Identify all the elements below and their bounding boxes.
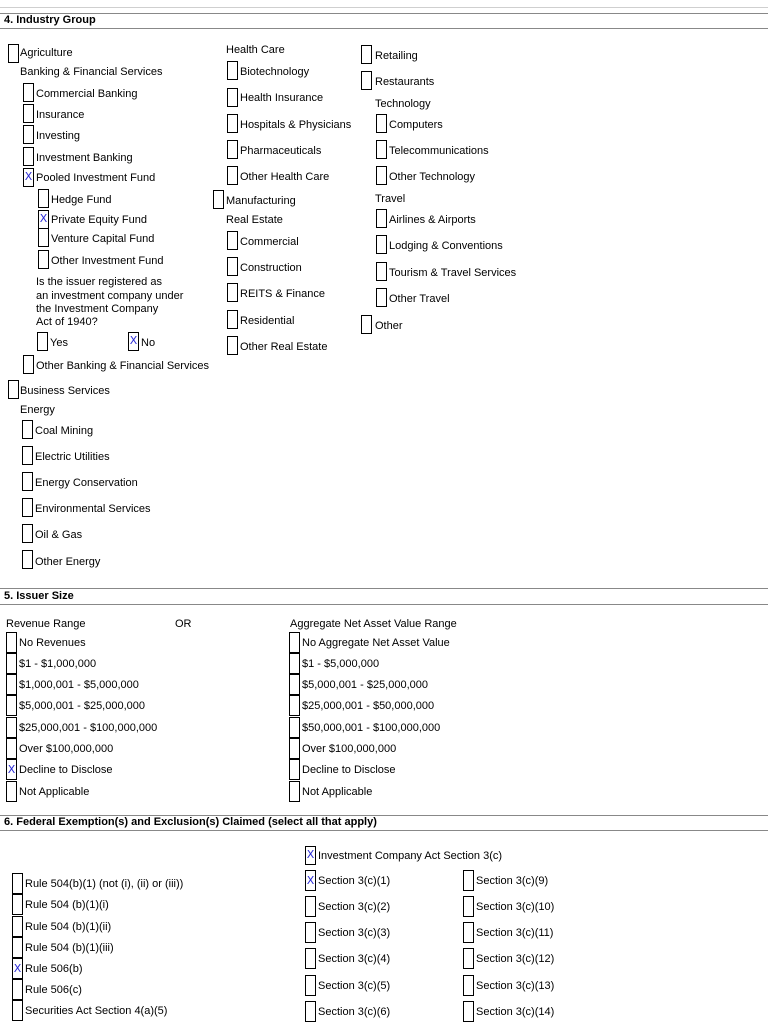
question-1940-line3: the Investment Company	[36, 303, 159, 315]
section-6-bottom-rule	[0, 830, 768, 831]
revenue-1-1-000-000-checkbox[interactable]	[6, 653, 17, 674]
insurance-checkbox[interactable]	[23, 104, 34, 123]
re-commercial-label: Commercial	[240, 236, 299, 248]
energy-heading: Energy	[20, 404, 55, 416]
section-4-title: 4. Industry Group	[4, 14, 96, 26]
other-energy-checkbox[interactable]	[22, 550, 33, 569]
col1-section-3-c-1-checkbox[interactable]	[305, 870, 316, 891]
col1-section-3-c-4-label: Section 3(c)(4)	[318, 953, 391, 965]
rule-rule-504-b-1-i-checkbox[interactable]	[12, 894, 23, 915]
biotechnology-checkbox[interactable]	[227, 61, 238, 80]
health-insurance-label: Health Insurance	[240, 92, 324, 104]
top-divider	[0, 7, 768, 8]
health-care-heading: Health Care	[226, 44, 285, 56]
retailing-checkbox[interactable]	[361, 45, 372, 64]
pharmaceuticals-label: Pharmaceuticals	[240, 145, 322, 157]
other-industry-label: Other	[375, 320, 403, 332]
nav-not-applicable-label: Not Applicable	[302, 786, 373, 798]
private-equity-fund-label: Private Equity Fund	[51, 214, 147, 226]
ica-3c-checkbox[interactable]	[305, 846, 316, 865]
other-real-estate-label: Other Real Estate	[240, 341, 328, 353]
re-construction-label: Construction	[240, 262, 302, 274]
revenue-over-100-000-000-label: Over $100,000,000	[19, 743, 114, 755]
col2-section-3-c-10-label: Section 3(c)(10)	[476, 901, 555, 913]
nav-1-5-000-000-label: $1 - $5,000,000	[302, 658, 380, 670]
venture-capital-fund-checkbox[interactable]	[38, 228, 49, 247]
other-industry-checkbox[interactable]	[361, 315, 372, 334]
col1-section-3-c-5-label: Section 3(c)(5)	[318, 980, 391, 992]
nav-range-heading: Aggregate Net Asset Value Range	[290, 618, 457, 630]
airlines-airports-checkbox[interactable]	[376, 209, 387, 228]
ica-3c-label: Investment Company Act Section 3(c)	[318, 850, 503, 862]
business-services-checkbox[interactable]	[8, 380, 19, 399]
venture-capital-fund-label: Venture Capital Fund	[51, 233, 155, 245]
revenue-1-000-001-5-000-000-label: $1,000,001 - $5,000,000	[19, 679, 139, 691]
rule-rule-506-c-label: Rule 506(c)	[25, 984, 82, 996]
commercial-banking-label: Commercial Banking	[36, 88, 138, 100]
revenue-1-1-000-000-label: $1 - $1,000,000	[19, 658, 97, 670]
nav-1-5-000-000-checkbox[interactable]	[289, 653, 300, 674]
computers-label: Computers	[389, 119, 443, 131]
residential-label: Residential	[240, 315, 295, 327]
revenue-1-000-001-5-000-000-checkbox[interactable]	[6, 674, 17, 695]
pooled-investment-fund-label: Pooled Investment Fund	[36, 172, 156, 184]
nav-over-100-000-000-label: Over $100,000,000	[302, 743, 397, 755]
telecommunications-label: Telecommunications	[389, 145, 489, 157]
travel-heading: Travel	[375, 193, 406, 205]
revenue-decline-to-disclose-checkbox[interactable]	[6, 759, 17, 780]
lodging-conventions-label: Lodging & Conventions	[389, 240, 503, 252]
nav-not-applicable-checkbox[interactable]	[289, 781, 300, 802]
revenue-not-applicable-checkbox[interactable]	[6, 781, 17, 802]
other-banking-label: Other Banking & Financial Services	[36, 360, 210, 372]
check-mark-icon: X	[39, 212, 48, 225]
other-investment-fund-label: Other Investment Fund	[51, 255, 164, 267]
insurance-label: Insurance	[36, 109, 85, 121]
col1-section-3-c-5-checkbox[interactable]	[305, 975, 316, 996]
biotechnology-label: Biotechnology	[240, 66, 310, 78]
col1-section-3-c-6-checkbox[interactable]	[305, 1001, 316, 1022]
question-1940-line1: Is the issuer registered as	[36, 276, 162, 288]
revenue-25-000-001-100-000-000-label: $25,000,001 - $100,000,000	[19, 722, 158, 734]
restaurants-checkbox[interactable]	[361, 71, 372, 90]
hospitals-physicians-checkbox[interactable]	[227, 114, 238, 133]
section-4-bottom-rule	[0, 28, 768, 29]
pharmaceuticals-checkbox[interactable]	[227, 140, 238, 159]
other-real-estate-checkbox[interactable]	[227, 336, 238, 355]
nav-5-000-001-25-000-000-label: $5,000,001 - $25,000,000	[302, 679, 429, 691]
nav-25-000-001-50-000-000-checkbox[interactable]	[289, 695, 300, 716]
col1-section-3-c-3-checkbox[interactable]	[305, 922, 316, 943]
rule-rule-504-b-1-ii-label: Rule 504 (b)(1)(ii)	[25, 921, 112, 933]
col1-section-3-c-3-label: Section 3(c)(3)	[318, 927, 391, 939]
rule-securities-act-section-4-a-5-label: Securities Act Section 4(a)(5)	[25, 1005, 168, 1017]
residential-checkbox[interactable]	[227, 310, 238, 329]
rule-rule-504-b-1-iii-label: Rule 504 (b)(1)(iii)	[25, 942, 114, 954]
col2-section-3-c-14-checkbox[interactable]	[463, 1001, 474, 1022]
health-insurance-checkbox[interactable]	[227, 88, 238, 107]
rule-rule-506-b-checkbox[interactable]	[12, 958, 23, 979]
nav-50-000-001-100-000-000-label: $50,000,001 - $100,000,000	[302, 722, 441, 734]
restaurants-label: Restaurants	[375, 76, 435, 88]
tourism-travel-label: Tourism & Travel Services	[389, 267, 517, 279]
reits-finance-label: REITS & Finance	[240, 288, 325, 300]
yes-1940-label: Yes	[50, 337, 68, 349]
energy-conservation-label: Energy Conservation	[35, 477, 138, 489]
rule-rule-504-b-1-iii-checkbox[interactable]	[12, 937, 23, 958]
no-1940-label: No	[141, 337, 156, 349]
rule-rule-504-b-1-i-label: Rule 504 (b)(1)(i)	[25, 899, 109, 911]
or-text: OR	[175, 618, 192, 630]
other-travel-checkbox[interactable]	[376, 288, 387, 307]
commercial-banking-checkbox[interactable]	[23, 83, 34, 102]
rule-rule-506-b-label: Rule 506(b)	[25, 963, 83, 975]
lodging-conventions-checkbox[interactable]	[376, 235, 387, 254]
check-mark-icon: X	[13, 962, 22, 975]
manufacturing-label: Manufacturing	[226, 195, 296, 207]
check-mark-icon: X	[306, 874, 315, 887]
no-1940-checkbox[interactable]	[128, 332, 139, 351]
revenue-range-heading: Revenue Range	[6, 618, 86, 630]
other-banking-checkbox[interactable]	[23, 355, 34, 374]
electric-utilities-label: Electric Utilities	[35, 451, 110, 463]
environmental-services-label: Environmental Services	[35, 503, 151, 515]
other-travel-label: Other Travel	[389, 293, 450, 305]
revenue-no-revenues-checkbox[interactable]	[6, 632, 17, 653]
yes-1940-checkbox[interactable]	[37, 332, 48, 351]
revenue-5-000-001-25-000-000-checkbox[interactable]	[6, 695, 17, 716]
computers-checkbox[interactable]	[376, 114, 387, 133]
revenue-decline-to-disclose-label: Decline to Disclose	[19, 764, 113, 776]
nav-5-000-001-25-000-000-checkbox[interactable]	[289, 674, 300, 695]
coal-mining-label: Coal Mining	[35, 425, 94, 437]
section-5-bottom-rule	[0, 604, 768, 605]
section-5-top-rule	[0, 588, 768, 589]
other-health-care-checkbox[interactable]	[227, 166, 238, 185]
nav-50-000-001-100-000-000-checkbox[interactable]	[289, 717, 300, 738]
oil-gas-checkbox[interactable]	[22, 524, 33, 543]
col1-section-3-c-2-checkbox[interactable]	[305, 896, 316, 917]
pooled-investment-fund-checkbox[interactable]	[23, 168, 34, 187]
revenue-not-applicable-label: Not Applicable	[19, 786, 90, 798]
re-commercial-checkbox[interactable]	[227, 231, 238, 250]
rule-rule-504-b-1-not-i-ii-or-iii-checkbox[interactable]	[12, 873, 23, 894]
manufacturing-checkbox[interactable]	[213, 190, 224, 209]
check-mark-icon: X	[129, 334, 138, 347]
other-technology-checkbox[interactable]	[376, 166, 387, 185]
col2-section-3-c-9-checkbox[interactable]	[463, 870, 474, 891]
col2-section-3-c-12-label: Section 3(c)(12)	[476, 953, 555, 965]
revenue-over-100-000-000-checkbox[interactable]	[6, 738, 17, 759]
hedge-fund-label: Hedge Fund	[51, 194, 112, 206]
section-4-top-rule	[0, 13, 768, 14]
rule-rule-504-b-1-not-i-ii-or-iii-label: Rule 504(b)(1) (not (i), (ii) or (iii))	[25, 878, 184, 890]
environmental-services-checkbox[interactable]	[22, 498, 33, 517]
technology-heading: Technology	[375, 98, 431, 110]
nav-no-aggregate-net-asset-value-label: No Aggregate Net Asset Value	[302, 637, 450, 649]
airlines-airports-label: Airlines & Airports	[389, 214, 476, 226]
section-6-title: 6. Federal Exemption(s) and Exclusion(s) Claimed (select all that apply)	[4, 816, 377, 828]
agriculture-checkbox[interactable]	[8, 44, 19, 63]
col2-section-3-c-13-label: Section 3(c)(13)	[476, 980, 555, 992]
col1-section-3-c-1-label: Section 3(c)(1)	[318, 875, 391, 887]
retailing-label: Retailing	[375, 50, 418, 62]
tourism-travel-checkbox[interactable]	[376, 262, 387, 281]
nav-decline-to-disclose-label: Decline to Disclose	[302, 764, 396, 776]
telecommunications-checkbox[interactable]	[376, 140, 387, 159]
col1-section-3-c-6-label: Section 3(c)(6)	[318, 1006, 391, 1018]
private-equity-fund-checkbox[interactable]	[38, 210, 49, 229]
col2-section-3-c-13-checkbox[interactable]	[463, 975, 474, 996]
other-investment-fund-checkbox[interactable]	[38, 250, 49, 269]
other-technology-label: Other Technology	[389, 171, 476, 183]
nav-no-aggregate-net-asset-value-checkbox[interactable]	[289, 632, 300, 653]
investing-checkbox[interactable]	[23, 125, 34, 144]
oil-gas-label: Oil & Gas	[35, 529, 83, 541]
business-services-label: Business Services	[20, 385, 110, 397]
rule-rule-506-c-checkbox[interactable]	[12, 979, 23, 1000]
col2-section-3-c-12-checkbox[interactable]	[463, 948, 474, 969]
other-health-care-label: Other Health Care	[240, 171, 330, 183]
col1-section-3-c-4-checkbox[interactable]	[305, 948, 316, 969]
col2-section-3-c-10-checkbox[interactable]	[463, 896, 474, 917]
check-mark-icon: X	[306, 848, 315, 861]
revenue-5-000-001-25-000-000-label: $5,000,001 - $25,000,000	[19, 700, 146, 712]
re-construction-checkbox[interactable]	[227, 257, 238, 276]
col1-section-3-c-2-label: Section 3(c)(2)	[318, 901, 391, 913]
revenue-25-000-001-100-000-000-checkbox[interactable]	[6, 717, 17, 738]
rule-securities-act-section-4-a-5-checkbox[interactable]	[12, 1000, 23, 1021]
banking-heading: Banking & Financial Services	[20, 66, 163, 78]
check-mark-icon: X	[24, 170, 33, 183]
col2-section-3-c-9-label: Section 3(c)(9)	[476, 875, 549, 887]
investing-label: Investing	[36, 130, 81, 142]
rule-rule-504-b-1-ii-checkbox[interactable]	[12, 916, 23, 937]
electric-utilities-checkbox[interactable]	[22, 446, 33, 465]
real-estate-heading: Real Estate	[226, 214, 283, 226]
col2-section-3-c-11-checkbox[interactable]	[463, 922, 474, 943]
investment-banking-checkbox[interactable]	[23, 147, 34, 166]
energy-conservation-checkbox[interactable]	[22, 472, 33, 491]
other-energy-label: Other Energy	[35, 556, 101, 568]
question-1940-line4: Act of 1940?	[36, 316, 98, 328]
col2-section-3-c-14-label: Section 3(c)(14)	[476, 1006, 555, 1018]
hospitals-physicians-label: Hospitals & Physicians	[240, 119, 352, 131]
revenue-no-revenues-label: No Revenues	[19, 637, 86, 649]
col2-section-3-c-11-label: Section 3(c)(11)	[476, 927, 554, 939]
question-1940-line2: an investment company under	[36, 290, 184, 302]
hedge-fund-checkbox[interactable]	[38, 189, 49, 208]
section-5-title: 5. Issuer Size	[4, 590, 74, 602]
nav-decline-to-disclose-checkbox[interactable]	[289, 759, 300, 780]
nav-over-100-000-000-checkbox[interactable]	[289, 738, 300, 759]
check-mark-icon: X	[7, 763, 16, 776]
coal-mining-checkbox[interactable]	[22, 420, 33, 439]
agriculture-label: Agriculture	[20, 47, 73, 59]
reits-finance-checkbox[interactable]	[227, 283, 238, 302]
nav-25-000-001-50-000-000-label: $25,000,001 - $50,000,000	[302, 700, 435, 712]
investment-banking-label: Investment Banking	[36, 152, 133, 164]
